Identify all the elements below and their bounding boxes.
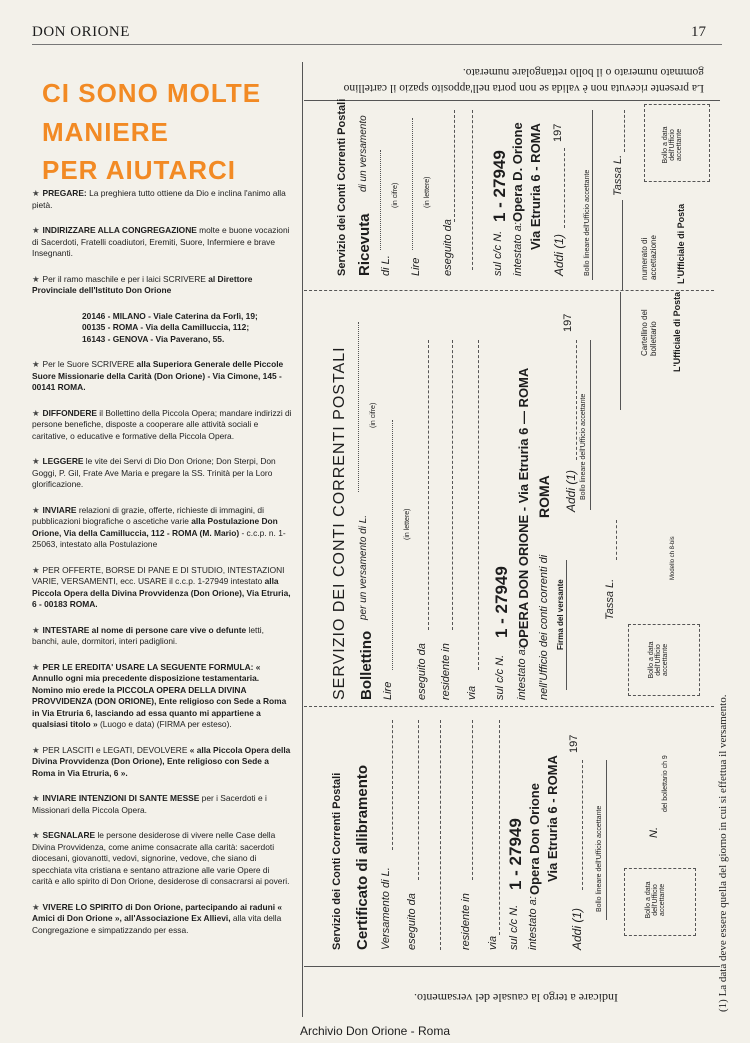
cert-address: Via Etruria 6 - ROMA	[545, 755, 560, 882]
cert-account-number: 1 - 27949	[506, 818, 525, 890]
bollettino-lire-field[interactable]	[392, 420, 393, 670]
bollettino-eseguito-label: eseguito da	[416, 643, 428, 700]
star-icon: ★	[32, 744, 40, 755]
bollettino-intestato-label: intestato a:	[516, 646, 528, 700]
cert-service: Servizio dei Conti Correnti Postali	[331, 772, 343, 950]
address-genova: 16143 - GENOVA - Via Paverano, 55.	[82, 333, 225, 344]
ricevuta-di-l: di L.	[380, 255, 392, 276]
star-icon: ★	[32, 661, 40, 672]
bollettino-via-field[interactable]	[478, 340, 479, 670]
bollettino-ufficio-label: nell'Ufficio dei conti correnti di	[538, 554, 550, 700]
form-top-note: La presente ricevuta non è valida se non porta nell'apposito spazio il cartellino gommato numerato o il bollo rettangolare numerato.	[343, 66, 704, 94]
bollettino-service: SERVIZIO DEI CONTI CORRENTI POSTALI	[331, 346, 348, 700]
form-left-border	[302, 62, 303, 1017]
ricevuta-bollo-data-label: Bollo a data dell'Ufficio accettante	[662, 126, 683, 164]
bollettino-eseguito-field[interactable]	[428, 340, 429, 630]
bollettino-bollo-data-label: Bollo a data dell'Ufficio accettante	[648, 641, 669, 679]
bollettino-addi-label: Addi (1)	[564, 469, 578, 512]
bollettino-firma-label: Firma del versante	[556, 579, 565, 650]
ricevuta-eseguito-field-2[interactable]	[472, 110, 473, 270]
ricevuta-numerato-label: numerato di accettazione	[640, 235, 658, 280]
star-icon: ★	[32, 188, 40, 198]
list-item: ★ INDIRIZZARE ALLA CONGREGAZIONE molte e buone vocazioni di Sacerdoti, Fratelli coadiutori, Eremiti, Suore, Infermiere e brave Insegnanti.	[32, 225, 290, 258]
archive-footer: Archivio Don Orione - Roma	[299, 1024, 451, 1038]
bollettino-beneficiary: OPERA DON ORIONE - Via Etruria 6 — ROMA	[516, 367, 531, 648]
star-icon: ★	[32, 901, 40, 912]
cert-versamento-field[interactable]	[392, 720, 393, 850]
cert-versamento-label: Versamento di L.	[380, 867, 392, 950]
cert-sulcc-label: sul c/c N.	[508, 904, 520, 950]
header-rule	[32, 44, 722, 45]
form-bottom-note: Indicare a tergo la causale del versamento.	[414, 991, 619, 1005]
ricevuta-di-un: di un versamento	[358, 115, 369, 192]
bollettino-modello: Modello ch 8-bis	[670, 536, 676, 580]
list-item: ★ PREGARE: La preghiera tutto ottiene da Dio e inclina l'animo alla pietà.	[32, 188, 286, 210]
cert-bollettario-label: del bollettario ch 9	[662, 755, 669, 812]
ricevuta-beneficiary: Opera D. Orione	[510, 122, 525, 222]
headline-line-2: MANIERE	[42, 117, 169, 147]
cert-bollo-data-label: Bollo a data dell'Ufficio accettante	[645, 881, 666, 919]
cert-date-field[interactable]	[582, 760, 583, 890]
bollettino-firma-line[interactable]	[566, 560, 567, 690]
ricevuta-tassa-field[interactable]	[624, 110, 625, 152]
cert-numero-label: N.	[648, 827, 660, 838]
bollettino-title: Bollettino	[358, 630, 375, 700]
list-item: ★ INVIARE INTENZIONI DI SANTE MESSE per i Sacerdoti e i Missionari della Piccola Opera.	[32, 793, 267, 815]
ricevuta-addi-label: Addi (1)	[552, 233, 566, 276]
headline-line-1: CI SONO MOLTE	[42, 78, 262, 108]
bollettino-residente-field[interactable]	[452, 340, 453, 630]
address-block	[82, 311, 292, 346]
bollettino-amount-field[interactable]	[358, 322, 359, 492]
ricevuta-in-lettere: (in lettere)	[424, 176, 431, 208]
star-icon: ★	[32, 624, 40, 635]
page-header-title: DON ORIONE	[32, 24, 130, 40]
cert-residente-field[interactable]	[472, 720, 473, 880]
bollettino-account-number: 1 - 27949	[492, 566, 511, 638]
cert-eseguito-label: eseguito da	[406, 893, 418, 950]
bollettino-in-lettere: (in lettere)	[404, 508, 411, 540]
ricevuta-tassa-label: Tassa L.	[612, 154, 624, 196]
form-side-note: (1) La data deve essere quella del giorno in cui si effettua il versamento.	[717, 694, 729, 1012]
cert-via-field[interactable]	[499, 720, 500, 935]
cert-title: Certificato di allibramento	[354, 764, 371, 950]
ricevuta-intestato-label: intestato a:	[512, 222, 524, 276]
address-milano: 20146 - MILANO - Viale Caterina da Forlì, 19;	[82, 310, 258, 321]
ricevuta-year: 197	[552, 123, 564, 142]
ricevuta-lire-label: Lire	[410, 257, 422, 276]
bollettino-tassa-field[interactable]	[616, 520, 617, 560]
list-item: ★ PER LASCITI e LEGATI, DEVOLVERE « alla Piccola Opera della Divina Provvidenza (Don Orione), Ente religioso con Sede a Roma in Via Etruria, 6 ».	[32, 744, 291, 778]
bollettino-tassa-label: Tassa L.	[604, 578, 616, 620]
star-icon: ★	[32, 793, 40, 803]
list-item: ★ INTESTARE al nome di persone care vive o defunte letti, banchi, aule, dormitori, interi padiglioni.	[32, 624, 264, 646]
bollettino-city: ROMA	[536, 475, 552, 518]
star-icon: ★	[32, 830, 40, 840]
list-item: ★ PER OFFERTE, BORSE DI PANE E DI STUDIO, INTESTAZIONI VARIE, VERSAMENTI, ecc. USARE il c.c.p. 1-27949 intestato alla Piccola Opera della Divina Provvidenza (Don Orione), Via Etruria, 6 - 00183 ROMA.	[32, 564, 291, 609]
cert-year: 197	[568, 734, 580, 753]
list-item: ★ INVIARE relazioni di grazie, offerte, richieste di immagini, di pubblicazioni biografiche o ascetiche varie alla Postulazione Don Orione, Via della Camilluccia, 112 - ROMA (M. Mario) - c.c.p. n. 1-25063, intestato alla Postulazione	[32, 504, 286, 549]
cert-via-label: via	[487, 935, 499, 950]
ricevuta-eseguito-label: eseguito da	[442, 219, 454, 276]
perforation-2	[304, 706, 714, 708]
bollettino-ufficiale-label: L'Ufficiale di Posta	[672, 291, 682, 372]
cert-addi-label: Addi (1)	[570, 907, 584, 950]
bollettino-per-versamento: per un versamento di L.	[358, 514, 369, 620]
star-icon: ★	[32, 456, 40, 466]
list-item: ★ SEGNALARE le persone desiderose di vivere nelle Case della Divina Provvidenza, come anime consacrate alla carità: sacerdoti diocesani, giovanotti, vedovi, signorine, vedove, che siano di specchiata vita cristiana e sentano attrazione alle varie Opere di carità e allo spirito di Don Orione, desiderose di consacrarsi ai poveri.	[32, 830, 290, 886]
ricevuta-bollo-lineare-label: Bollo lineare dell'Ufficio accettante	[584, 169, 591, 276]
list-item: ★ VIVERE LO SPIRITO di Don Orione, partecipando ai raduni « Amici di Don Orione », all'Associazione Ex Allievi, alla vita della Congregazione e simpatizzando per essa.	[32, 901, 283, 935]
bollettino-in-cifre: (in cifre)	[370, 402, 377, 428]
bollettino-sulcc-label: sul c/c N.	[494, 654, 506, 700]
cert-residente-label: residente in	[460, 893, 472, 950]
ricevuta-amount-field[interactable]	[380, 150, 381, 250]
star-icon: ★	[32, 273, 40, 284]
bollettino-via-label: via	[466, 685, 478, 700]
ricevuta-sulcc-label: sul c/c N.	[492, 230, 504, 276]
headline-line-3: PER AIUTARCI	[42, 155, 236, 185]
bollettino-year: 197	[562, 313, 574, 332]
ricevuta-lire-field[interactable]	[412, 118, 413, 250]
form-bottom-rule	[304, 966, 720, 967]
ricevuta-eseguito-field[interactable]	[454, 110, 455, 222]
star-icon: ★	[32, 407, 40, 418]
cert-eseguito-field[interactable]	[418, 720, 419, 880]
ricevuta-title: Ricevuta	[356, 213, 373, 276]
list-item: ★ PER LE EREDITA' USARE LA SEGUENTE FORMULA: « Annullo ogni mia precedente disposizione testamentaria. Nomino mio erede la PICCOLA OPERA DELLA DIVINA PROVVIDENZA (DON ORIONE), Ente religioso con Sede a Roma in Via Etruria 6, lasciando ad essa quanto mi appartiene a qualsiasi titolo » (Luogo e data) (FIRMA per esteso).	[32, 661, 287, 729]
cert-eseguito-field-2[interactable]	[440, 720, 441, 950]
ricevuta-address: Via Etruria 6 - ROMA	[528, 123, 543, 250]
star-icon: ★	[32, 504, 40, 515]
ricevuta-ufficiale-label: L'Ufficiale di Posta	[676, 203, 686, 284]
page-number: 17	[691, 24, 706, 40]
bollettino-cartellino-label: Cartellino del bollettario	[640, 309, 658, 356]
bollettino-date-field[interactable]	[576, 340, 577, 460]
list-item: ★ Per le Suore SCRIVERE alla Superiora Generale delle Piccole Suore Missionarie della Carità (Don Orione) - Via Cimone, 145 - 00141 ROMA.	[32, 359, 284, 392]
list-item: ★ DIFFONDERE il Bollettino della Piccola Opera; mandare indirizzi di persone benefiche, disposte a cooperare alle attività sociali e caritative, o educative e formative della Piccola Opera.	[32, 407, 292, 441]
star-icon: ★	[32, 359, 40, 369]
perforation-1	[304, 290, 714, 292]
cert-bollo-lineare-label: Bollo lineare dell'Ufficio accettante	[596, 805, 603, 912]
ricevuta-in-cifre: (in cifre)	[392, 182, 399, 208]
list-item: ★ Per il ramo maschile e per i laici SCRIVERE al Direttore Provinciale dell'Istituto Don Orione	[32, 273, 253, 295]
bollettino-bollo-lineare-label: Bollo lineare dell'Ufficio accettante	[580, 393, 587, 500]
cert-beneficiary: Opera Don Orione	[527, 783, 542, 895]
form-top-rule	[304, 100, 720, 101]
help-list	[32, 188, 292, 950]
star-icon: ★	[32, 564, 40, 575]
ricevuta-account-number: 1 - 27949	[490, 150, 509, 222]
star-icon: ★	[32, 225, 40, 235]
bollettino-lire-label: Lire	[382, 681, 394, 700]
list-item: ★ LEGGERE le vite dei Servi di Dio Don Orione; Don Sterpi, Don Goggi, P. Gil, Frate Ave Maria e pregare la SS. Trinità per la Loro glorificazione.	[32, 456, 276, 489]
cert-intestato-label: intestato a:	[527, 896, 539, 950]
bollettino-residente-label: residente in	[440, 643, 452, 700]
ricevuta-service: Servizio dei Conti Correnti Postali	[336, 98, 348, 276]
ricevuta-date-field[interactable]	[564, 148, 565, 228]
address-roma: 00135 - ROMA - Via della Camilluccia, 112;	[82, 322, 250, 332]
